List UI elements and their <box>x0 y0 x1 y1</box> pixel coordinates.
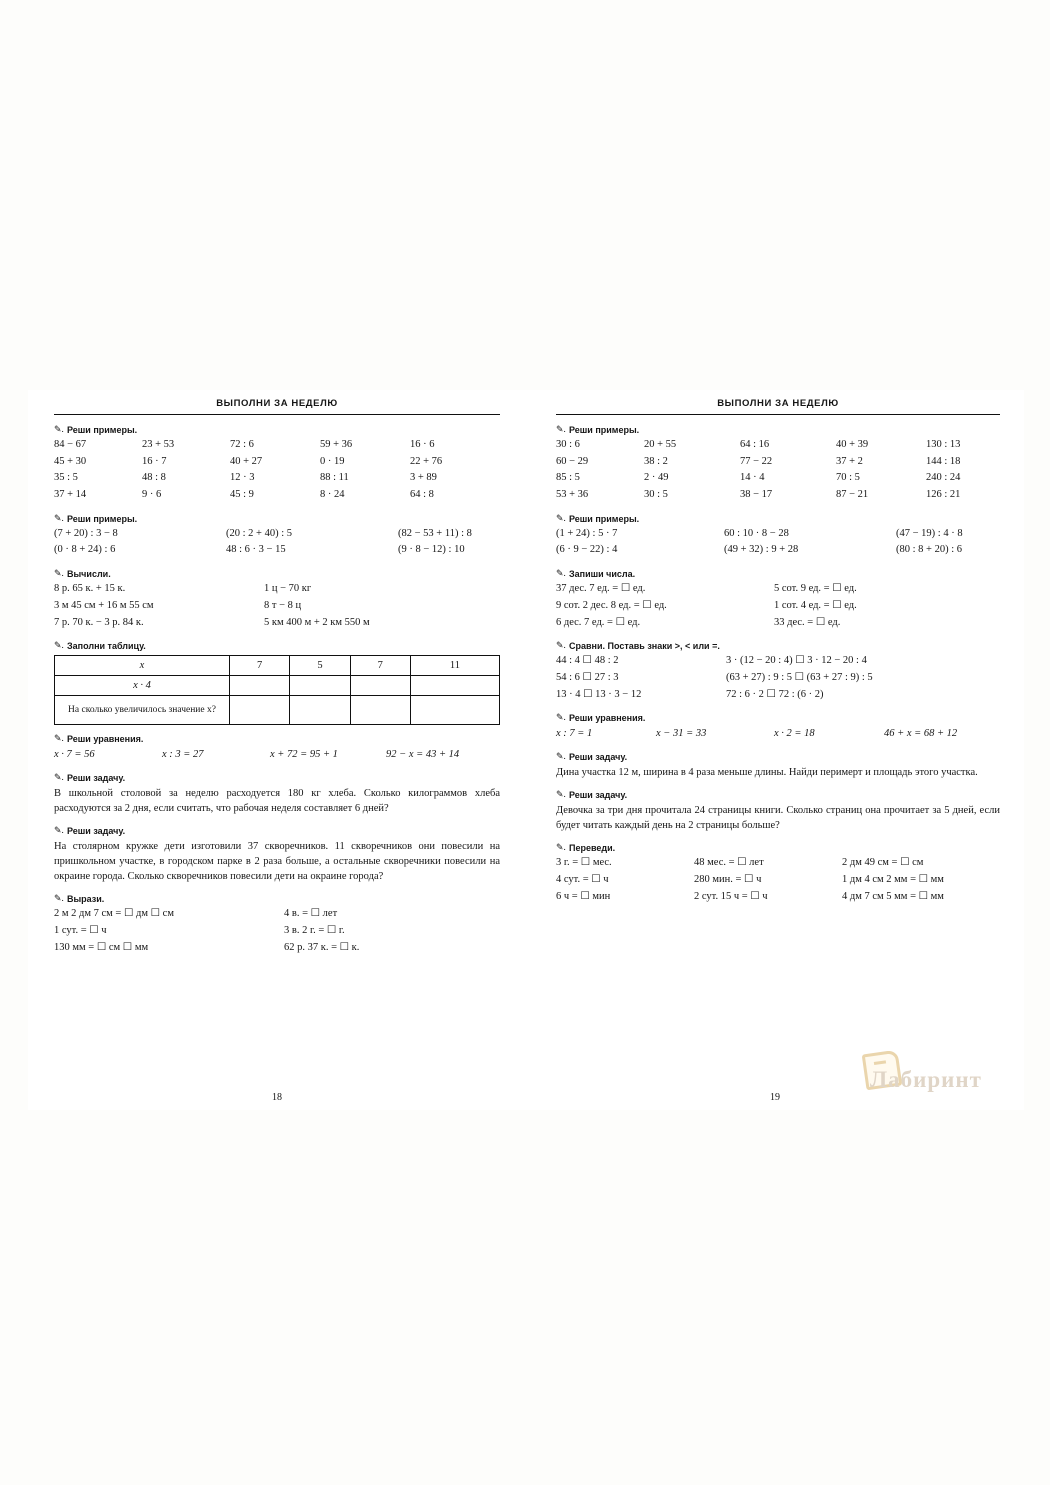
task-right-4-label: Сравни. Поставь знаки >, < или =. <box>569 641 720 652</box>
expression: 20 + 55 <box>644 438 677 450</box>
task-right-3-label: Запиши числа. <box>569 569 636 580</box>
expression: 37 + 14 <box>54 488 87 500</box>
expression: 38 : 2 <box>644 455 668 467</box>
task-right-1-label: Реши примеры. <box>569 424 640 435</box>
task-right-6 <box>556 751 1000 763</box>
word-problem-text: В школьной столовой за неделю расходуется 180 кг хлеба. Сколько килограммов хлеба расходуются за 2 дня, если считать, что рабочая неделя составляет 6 дней? <box>54 788 500 815</box>
conversion: 280 мин. = ☐ ч <box>694 874 762 886</box>
task-right-5-grid <box>556 727 1000 744</box>
expression: 3 + 89 <box>410 472 437 484</box>
task-left-4-label: Заполни таблицу. <box>67 641 146 652</box>
equation: 92 − x = 43 + 14 <box>386 748 460 760</box>
expression: 84 − 67 <box>54 438 87 450</box>
number-statement: 9 сот. 2 дес. 8 ед. = ☐ ед. <box>556 599 667 611</box>
expression: (0 · 8 + 24) : 6 <box>54 544 116 556</box>
word-problem-text: Дина участка 12 м, ширина в 4 раза меньше длины. Найди перимерт и площадь этого участка. <box>556 767 978 779</box>
expression: 16 · 7 <box>142 455 167 467</box>
right-page <box>526 390 1024 1110</box>
task-left-1-label: Реши примеры. <box>67 424 138 435</box>
expression: (6 · 9 − 22) : 4 <box>556 544 618 556</box>
expression: 144 : 18 <box>926 455 961 467</box>
table-row-header: На сколько увеличилось значение x? <box>55 696 230 725</box>
left-page-header: ВЫПОЛНИ ЗА НЕДЕЛЮ <box>54 398 500 415</box>
expression: 37 + 2 <box>836 455 863 467</box>
expression: (82 − 53 + 11) : 8 <box>398 527 472 539</box>
equation: x : 3 = 27 <box>162 748 204 760</box>
pencil-icon: ✎. <box>556 751 566 762</box>
equation: x · 2 = 18 <box>774 727 815 739</box>
table-row-header: x <box>55 656 230 676</box>
pencil-icon: ✎. <box>556 512 566 523</box>
expression: 8 т − 8 ц <box>264 599 302 611</box>
equation: x : 7 = 1 <box>556 727 593 739</box>
pencil-icon: ✎. <box>556 423 566 434</box>
task-right-1-grid <box>556 438 1000 505</box>
expression: 7 р. 70 к. − 3 р. 84 к. <box>54 616 144 628</box>
conversion: 62 р. 37 к. = ☐ к. <box>284 941 360 953</box>
task-left-2-label: Реши примеры. <box>67 513 138 524</box>
table-cell[interactable]: 11 <box>410 656 499 676</box>
task-left-3 <box>54 568 500 580</box>
pencil-icon: ✎. <box>556 789 566 800</box>
task-left-4 <box>54 640 500 652</box>
table-cell[interactable]: 7 <box>230 656 290 676</box>
word-problem-text: Девочка за три дня прочитала 24 страницы книги. Сколько страниц она прочитает за 5 дней, если будет читать каждый день на 2 страницы больше? <box>556 805 1000 832</box>
conversion: 2 сут. 15 ч = ☐ ч <box>694 890 768 902</box>
task-left-2 <box>54 513 500 525</box>
pencil-icon: ✎. <box>556 640 566 651</box>
task-left-7-label: Реши задачу. <box>67 826 126 837</box>
task-left-5 <box>54 733 500 745</box>
task-left-5-grid <box>54 748 500 765</box>
task-right-8 <box>556 842 1000 854</box>
task-left-7 <box>54 825 500 837</box>
expression: (1 + 24) : 5 · 7 <box>556 527 618 539</box>
number-statement: 5 сот. 9 ед. = ☐ ед. <box>774 583 857 595</box>
expression: 48 : 8 <box>142 472 166 484</box>
task-right-5-label: Реши уравнения. <box>569 713 646 724</box>
expression: 88 : 11 <box>320 472 349 484</box>
table-cell[interactable] <box>290 696 350 725</box>
expression: (47 − 19) : 4 · 8 <box>896 527 963 539</box>
task-left-3-grid <box>54 582 500 632</box>
task-left-8-label: Вырази. <box>67 894 105 905</box>
pencil-icon: ✎. <box>54 423 64 434</box>
left-page <box>28 390 526 1110</box>
table-cell[interactable] <box>230 696 290 725</box>
conversion: 48 мес. = ☐ лет <box>694 857 764 869</box>
expression: 40 + 39 <box>836 438 869 450</box>
expression: 14 · 4 <box>740 472 765 484</box>
expression: 87 − 21 <box>836 488 869 500</box>
task-right-2-grid <box>556 527 1000 560</box>
task-right-6-label: Реши задачу. <box>569 752 628 763</box>
table-row <box>55 696 500 725</box>
pencil-icon: ✎. <box>54 825 64 836</box>
table-cell[interactable]: 7 <box>350 656 410 676</box>
watermark <box>862 1050 1012 1102</box>
table-cell[interactable] <box>350 696 410 725</box>
task-right-7-label: Реши задачу. <box>569 790 628 801</box>
expression: 45 : 9 <box>230 488 254 500</box>
number-statement: 37 дес. 7 ед. = ☐ ед. <box>556 583 646 595</box>
table-cell[interactable] <box>410 696 499 725</box>
book-spread <box>28 390 1024 1110</box>
expression: 48 : 6 · 3 − 15 <box>226 544 286 556</box>
expression: 77 − 22 <box>740 455 773 467</box>
expression: 5 км 400 м + 2 км 550 м <box>264 616 370 628</box>
expression: 0 · 19 <box>320 455 345 467</box>
number-statement: 1 сот. 4 ед. = ☐ ед. <box>774 599 857 611</box>
expression: 40 + 27 <box>230 455 263 467</box>
expression: 3 м 45 см + 16 м 55 см <box>54 599 154 611</box>
comparison: 72 : 6 · 2 ☐ 72 : (6 · 2) <box>726 688 824 700</box>
table-cell[interactable]: 5 <box>290 656 350 676</box>
expression: 45 + 30 <box>54 455 87 467</box>
expression: 126 : 21 <box>926 488 961 500</box>
conversion: 130 мм = ☐ см ☐ мм <box>54 941 149 953</box>
table-row-header: x · 4 <box>55 676 230 696</box>
number-statement: 33 дес. = ☐ ед. <box>774 616 841 628</box>
expression: 38 − 17 <box>740 488 773 500</box>
watermark-text: Лабиринт <box>870 1067 982 1092</box>
conversion: 4 сут. = ☐ ч <box>556 874 609 886</box>
task-left-1 <box>54 424 500 436</box>
expression: 240 : 24 <box>926 472 961 484</box>
task-right-2-label: Реши примеры. <box>569 513 640 524</box>
right-page-number: 19 <box>770 1091 780 1103</box>
task-right-3-grid <box>556 582 1000 632</box>
task-right-4 <box>556 640 1000 652</box>
conversion: 3 в. 2 г. = ☐ г. <box>284 924 345 936</box>
pencil-icon: ✎. <box>54 512 64 523</box>
expression: 60 : 10 · 8 − 28 <box>724 527 789 539</box>
expression: 1 ц − 70 кг <box>264 583 312 595</box>
expression: 72 : 6 <box>230 438 254 450</box>
task-left-2-grid <box>54 527 500 560</box>
task-right-1 <box>556 424 1000 436</box>
equation: x · 7 = 56 <box>54 748 95 760</box>
expression: 8 р. 65 к. + 15 к. <box>54 583 126 595</box>
expression: 16 · 6 <box>410 438 435 450</box>
pencil-icon: ✎. <box>556 568 566 579</box>
expression: (9 · 8 − 12) : 10 <box>398 544 465 556</box>
equation: x − 31 = 33 <box>656 727 707 739</box>
word-problem-text: На столярном кружке дети изготовили 37 скворечников. 11 скворечников они повесили на пришкольном участке, в городском парке в 2 раза больше, а остальные скворечники повесили на окраине города. Сколько скворечников повесили дети на окраине города? <box>54 841 500 883</box>
task-left-3-label: Вычисли. <box>67 569 111 580</box>
pencil-icon: ✎. <box>54 893 64 904</box>
fill-in-table <box>54 655 500 725</box>
task-right-2 <box>556 513 1000 525</box>
task-right-3 <box>556 568 1000 580</box>
equation: x + 72 = 95 + 1 <box>270 748 338 760</box>
pencil-icon: ✎. <box>54 568 64 579</box>
right-page-header: ВЫПОЛНИ ЗА НЕДЕЛЮ <box>556 398 1000 415</box>
task-left-8-grid <box>54 907 500 957</box>
expression: 130 : 13 <box>926 438 961 450</box>
expression: (7 + 20) : 3 − 8 <box>54 527 118 539</box>
expression: 85 : 5 <box>556 472 580 484</box>
task-left-6-label: Реши задачу. <box>67 773 126 784</box>
pencil-icon: ✎. <box>54 733 64 744</box>
task-left-6 <box>54 772 500 784</box>
task-right-7 <box>556 789 1000 801</box>
table-cell[interactable] <box>290 676 350 696</box>
expression: 8 · 24 <box>320 488 345 500</box>
comparison: 54 : 6 ☐ 27 : 3 <box>556 672 619 684</box>
conversion: 1 сут. = ☐ ч <box>54 924 107 936</box>
task-left-8 <box>54 893 500 905</box>
left-page-number: 18 <box>272 1091 282 1103</box>
expression: 53 + 36 <box>556 488 589 500</box>
task-left-5-label: Реши уравнения. <box>67 734 144 745</box>
expression: 30 : 5 <box>644 488 668 500</box>
table-cell[interactable] <box>350 676 410 696</box>
pencil-icon: ✎. <box>54 640 64 651</box>
conversion: 2 дм 49 см = ☐ см <box>842 857 924 869</box>
conversion: 1 дм 4 см 2 мм = ☐ мм <box>842 874 944 886</box>
conversion: 4 дм 7 см 5 мм = ☐ мм <box>842 890 944 902</box>
task-right-5 <box>556 712 1000 724</box>
expression: (20 : 2 + 40) : 5 <box>226 527 292 539</box>
expression: 70 : 5 <box>836 472 860 484</box>
task-right-8-grid <box>556 856 1000 906</box>
expression: 60 − 29 <box>556 455 589 467</box>
expression: 30 : 6 <box>556 438 580 450</box>
expression: (80 : 8 + 20) : 6 <box>896 544 962 556</box>
expression: (49 + 32) : 9 + 28 <box>724 544 799 556</box>
table-row <box>55 676 500 696</box>
expression: 22 + 76 <box>410 455 443 467</box>
conversion: 2 м 2 дм 7 см = ☐ дм ☐ см <box>54 908 174 920</box>
conversion: 4 в. = ☐ лет <box>284 908 338 920</box>
expression: 64 : 8 <box>410 488 434 500</box>
number-statement: 6 дес. 7 ед. = ☐ ед. <box>556 616 641 628</box>
expression: 64 : 16 <box>740 438 770 450</box>
pencil-icon: ✎. <box>54 772 64 783</box>
pencil-icon: ✎. <box>556 842 566 853</box>
comparison: 44 : 4 ☐ 48 : 2 <box>556 655 619 667</box>
comparison: 13 · 4 ☐ 13 · 3 − 12 <box>556 688 642 700</box>
expression: 2 · 49 <box>644 472 669 484</box>
comparison: (63 + 27) : 9 : 5 ☐ (63 + 27 : 9) : 5 <box>726 672 873 684</box>
expression: 35 : 5 <box>54 472 78 484</box>
equation: 46 + x = 68 + 12 <box>884 727 958 739</box>
expression: 23 + 53 <box>142 438 175 450</box>
expression: 12 · 3 <box>230 472 255 484</box>
conversion: 6 ч = ☐ мин <box>556 890 611 902</box>
expression: 9 · 6 <box>142 488 162 500</box>
table-row <box>55 656 500 676</box>
table-cell[interactable] <box>410 676 499 696</box>
task-right-4-grid <box>556 654 1000 704</box>
task-left-1-grid <box>54 438 500 505</box>
expression: 59 + 36 <box>320 438 353 450</box>
pencil-icon: ✎. <box>556 712 566 723</box>
comparison: 3 · (12 − 20 : 4) ☐ 3 · 12 − 20 : 4 <box>726 655 867 667</box>
task-right-8-label: Переведи. <box>569 843 616 854</box>
table-cell[interactable] <box>230 676 290 696</box>
conversion: 3 г. = ☐ мес. <box>556 857 612 869</box>
